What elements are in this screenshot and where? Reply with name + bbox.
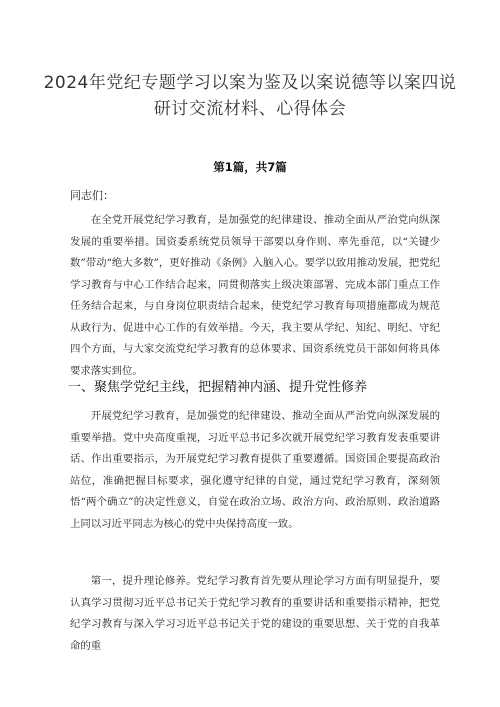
paragraph: 在全党开展党纪学习教育，是加强党的纪律建设、推动全面从严治党向纵深发展的重要举措。国资委系统党员领导干部要以身作则、率先垂范，以“关键少数”带动“绝大多数”，更好推动《条例》入脑入心。要学以致用推动发展，把党纪学习教育与中心工作结合起来，同贯彻落实上级决策部署、完成本部门重点工作任务结合起来，与自身岗位职责结合起来，使党纪学习教育每项措施都成为规范从政行为、促进中心工作的有效举措。今天，我主要从学纪、知纪、明纪、守纪四个方面，与大家交流党纪学习教育的总体要求、国资系统党员干部如何将具体要求落实到位。 xyxy=(70,214,440,377)
paragraph: 第一，提升理论修养。党纪学习教育首先要从理论学习方面有明显提升，要认真学习贯彻习近平总书记关于党纪学习教育的重要讲话和重要指示精神，把党纪学习教育与深入学习习近平总书记关于党的建设的重要思想、关于党的自我革命的重 xyxy=(70,575,440,652)
salutation: 同志们： xyxy=(70,189,114,202)
document-title: 2024年党纪专题学习以案为鉴及以案说德等以案四说研讨交流材料、心得体会 xyxy=(43,73,457,119)
section-heading: 一、聚焦学党纪主线，把握精神内涵、提升党性修养 xyxy=(68,380,368,395)
part-indicator: 第1篇，共7篇 xyxy=(213,160,287,174)
paragraph: 开展党纪学习教育，是加强党的纪律建设、推动全面从严治党向纵深发展的重要举措。党中央高度重视，习近平总书记多次就开展党纪学习教育发表重要讲话、作出重要指示，为开展党纪学习教育提供了重要遵循。国资国企要提高政治站位，准确把握目标要求，强化遵守纪律的自觉，通过党纪学习教育，深刻领悟“两个确立”的决定性意义，自觉在政治立场、政治方向、政治原则、政治道路上同以习近平同志为核心的党中央保持高度一致。 xyxy=(70,410,440,530)
